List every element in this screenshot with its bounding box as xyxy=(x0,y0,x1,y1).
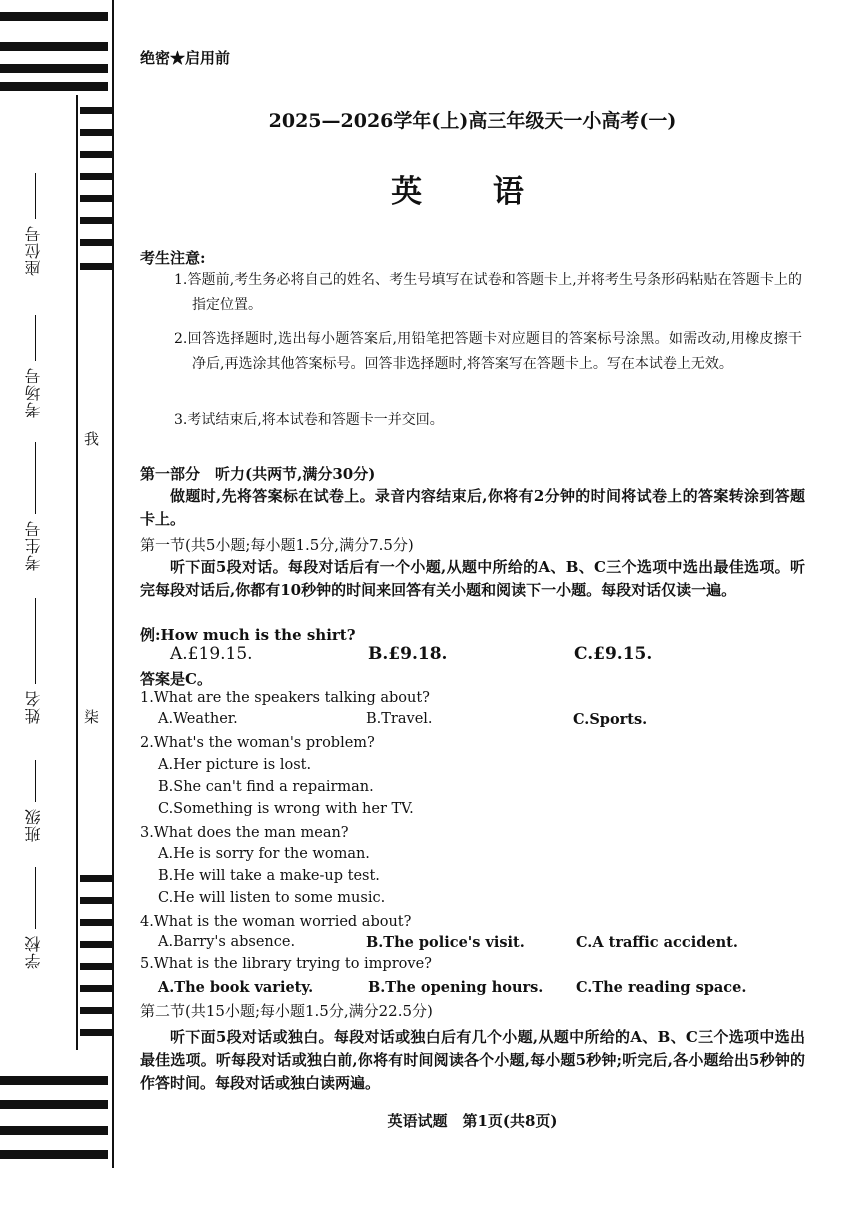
option-4c[interactable]: C.A traffic accident. xyxy=(576,934,738,951)
exam-room-field[interactable] xyxy=(22,367,50,418)
notice-item: 2.回答选择题时,选出每小题答案后,用铅笔把答题卡对应题目的答案标号涂黑。如需改动,用橡皮擦干净后,再选涂其他答案标号。回答非选择题时,将答案写在答题卡上。写在本试卷上无效。 xyxy=(174,331,802,372)
question-4: 4.What is the woman worried about? xyxy=(140,914,412,930)
school-label: 学校 xyxy=(24,935,43,969)
seal-line-box xyxy=(76,95,112,1050)
option-5b[interactable]: B.The opening hours. xyxy=(368,979,544,996)
margin-tape xyxy=(0,12,108,21)
notice-item: 3.考试结束后,将本试卷和答题卡一并交回。 xyxy=(174,412,444,428)
margin-tape xyxy=(0,82,108,91)
candidate-number-field[interactable] xyxy=(22,520,50,571)
option-2c[interactable]: C.Something is wrong with her TV. xyxy=(158,801,414,817)
class-label: 班级 xyxy=(24,808,43,842)
question-3: 3.What does the man mean? xyxy=(140,825,349,841)
question-1: 1.What are the speakers talking about? xyxy=(140,690,430,706)
option-4a[interactable]: A.Barry's absence. xyxy=(158,934,296,950)
option-3b[interactable]: B.He will take a make-up test. xyxy=(158,868,380,884)
name-label: 姓名 xyxy=(24,690,43,724)
margin-tape xyxy=(0,42,108,51)
name-field[interactable] xyxy=(22,690,50,724)
section-instructions: 听下面5段对话或独白。每段对话或独白后有几个小题,从题中所给的A、B、C三个选项中选出最佳选项。听每段对话或独白前,你将有时间阅读各个小题,每小题5秒钟;听完后,各小题给出5秒钟的作答时间。每段对话或独白读两遍。 xyxy=(140,1028,805,1092)
example-option-c: C.£9.15. xyxy=(574,644,653,664)
notice-item: 1.答题前,考生务必将自己的姓名、考生号填写在试卷和答题卡上,并将考生号条形码粘贴在答题卡上的指定位置。 xyxy=(174,272,802,313)
example-option-b: B.£9.18. xyxy=(368,644,448,664)
margin-tape xyxy=(0,1076,108,1085)
option-3a[interactable]: A.He is sorry for the woman. xyxy=(158,846,370,862)
example-answer: 答案是C。 xyxy=(140,670,212,688)
margin-tape xyxy=(0,1126,108,1135)
section-heading: 第二节(共15小题;每小题1.5分,满分22.5分) xyxy=(140,1002,433,1020)
option-1c[interactable]: C.Sports. xyxy=(573,711,648,728)
margin-tape xyxy=(0,64,108,73)
section-heading: 第一节(共5小题;每小题1.5分,满分7.5分) xyxy=(140,536,414,554)
page-footer: 英语试题 第1页(共8页) xyxy=(387,1112,558,1130)
class-field[interactable] xyxy=(22,808,50,842)
example-question: 例:How much is the shirt? xyxy=(140,626,356,644)
seal-char: 柒 xyxy=(84,708,100,726)
option-2a[interactable]: A.Her picture is lost. xyxy=(158,757,312,773)
section-instructions: 听下面5段对话。每段对话后有一个小题,从题中所给的A、B、C三个选项中选出最佳选项。听完每段对话后,你都有10秒钟的时间来回答有关小题和阅读下一小题。每段对话仅读一遍。 xyxy=(140,558,805,599)
seat-number-label: 座位号 xyxy=(24,225,43,276)
option-1a[interactable]: A.Weather. xyxy=(158,711,238,727)
part-heading: 第一部分 听力(共两节,满分30分) xyxy=(140,465,376,483)
question-2: 2.What's the woman's problem? xyxy=(140,735,375,751)
school-field[interactable] xyxy=(22,935,50,969)
part-instructions: 做题时,先将答案标在试卷上。录音内容结束后,你将有2分钟的时间将试卷上的答案转涂到答题卡上。 xyxy=(140,487,805,528)
question-5: 5.What is the library trying to improve? xyxy=(140,956,432,972)
margin-tape xyxy=(0,1150,108,1159)
option-5a[interactable]: A.The book variety. xyxy=(158,979,314,996)
subject-title: 英 语 xyxy=(391,174,554,210)
option-2b[interactable]: B.She can't find a repairman. xyxy=(158,779,374,795)
option-5c[interactable]: C.The reading space. xyxy=(576,979,747,996)
binding-margin xyxy=(0,0,115,1227)
example-option-a: A.£19.15. xyxy=(170,644,253,664)
binding-line xyxy=(112,0,114,1168)
option-3c[interactable]: C.He will listen to some music. xyxy=(158,890,386,906)
option-4b[interactable]: B.The police's visit. xyxy=(366,934,525,951)
margin-tape xyxy=(0,1100,108,1109)
option-1b[interactable]: B.Travel. xyxy=(366,711,433,727)
exam-title: 2025—2026学年(上)高三年级天一小高考(一) xyxy=(268,110,677,132)
notice-heading: 考生注意: xyxy=(140,249,206,267)
seal-char: 我 xyxy=(84,430,100,448)
candidate-number-label: 考生号 xyxy=(24,520,43,571)
secret-mark: 绝密★启用前 xyxy=(140,49,231,67)
exam-room-label: 考场号 xyxy=(24,367,43,418)
seat-number-field[interactable] xyxy=(22,225,50,276)
